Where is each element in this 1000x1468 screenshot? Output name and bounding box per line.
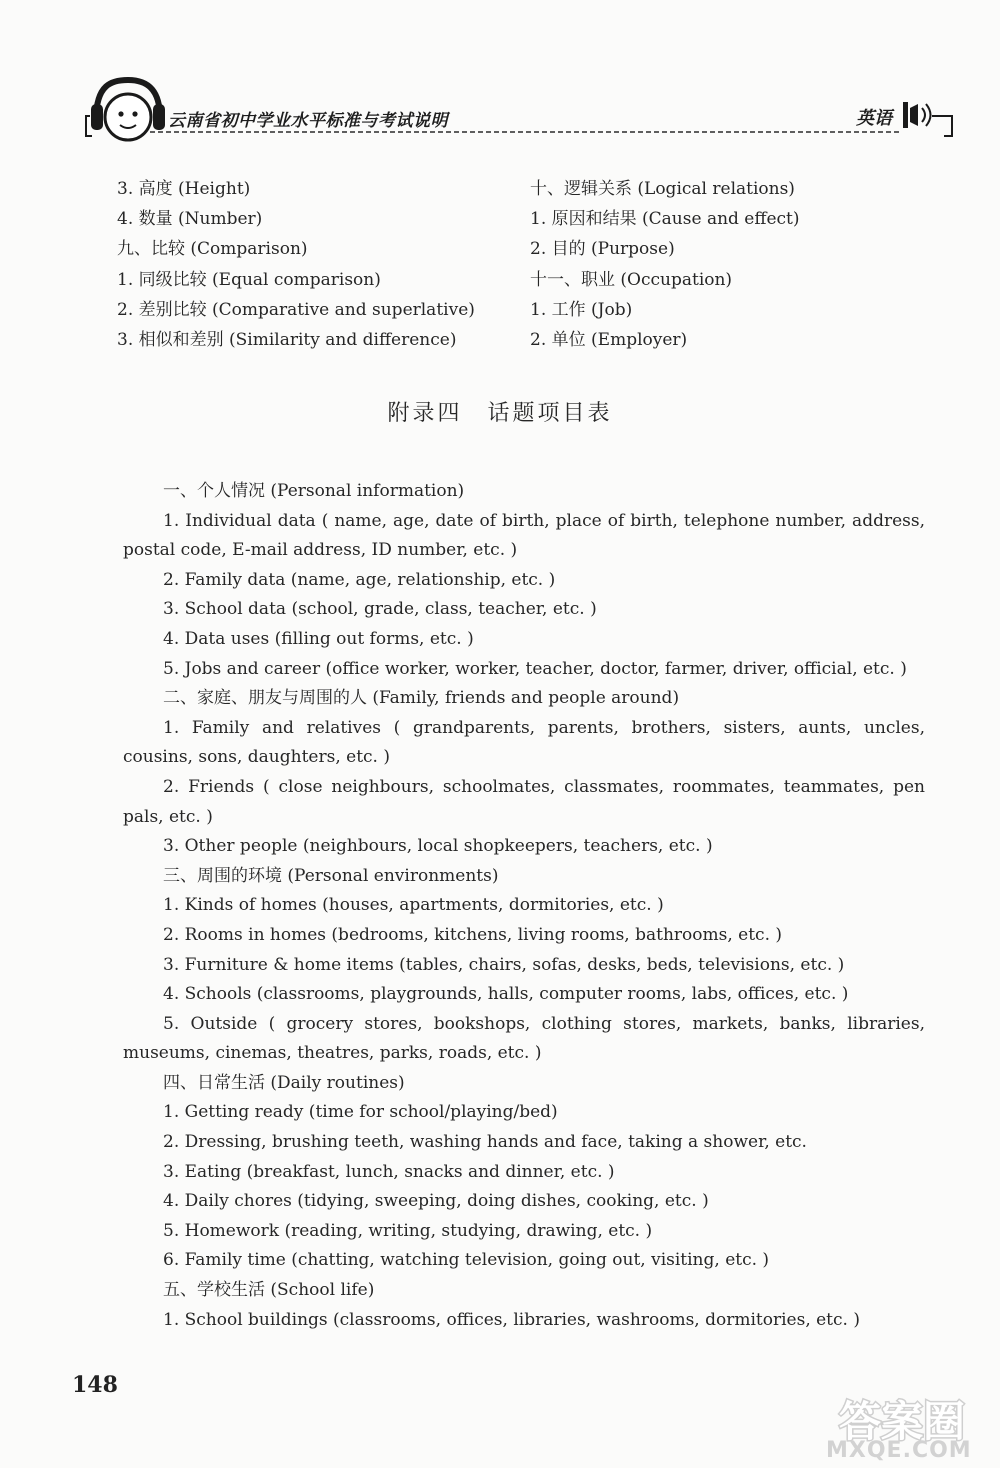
topic-item: 3. Furniture & home items (tables, chairs, sofas, desks, beds, televisions, etc. ) — [163, 954, 845, 975]
topic-item: 1. School buildings (classrooms, offices, libraries, washrooms, dormitories, etc. ) — [163, 1309, 860, 1330]
topic-item: 5. Outside ( grocery stores, bookshops, clothing stores, markets, banks, libraries, museums, cinemas, theatres, parks, roads, etc. ) — [123, 1013, 925, 1064]
header-decoration — [0, 0, 1000, 150]
list-item: 1. 工作 (Job) — [530, 299, 633, 320]
list-item: 3. 高度 (Height) — [117, 179, 251, 199]
watermark-text: 答案圈 — [838, 1397, 966, 1446]
list-item: 2. 差别比较 (Comparative and superlative) — [117, 299, 475, 320]
topic-item: 2. Rooms in homes (bedrooms, kitchens, living rooms, bathrooms, etc. ) — [163, 924, 783, 945]
list-item: 九、比较 (Comparison) — [117, 239, 308, 260]
list-item: 十一、职业 (Occupation) — [530, 269, 733, 290]
list-item: 3. 相似和差别 (Similarity and difference) — [117, 329, 457, 350]
appendix-title: 附录四 话题项目表 — [387, 401, 613, 426]
topic-item: 2. Dressing, brushing teeth, washing hands and face, taking a shower, etc. — [163, 1132, 807, 1153]
topic-heading: 四、日常生活 (Daily routines) — [163, 1072, 405, 1093]
watermark-url: MXQE.COM — [826, 1438, 972, 1463]
speaker-icon — [903, 102, 931, 128]
topic-item: 4. Schools (classrooms, playgrounds, halls, computer rooms, labs, offices, etc. ) — [163, 984, 849, 1005]
topic-item: 5. Homework (reading, writing, studying, drawing, etc. ) — [163, 1220, 653, 1241]
left-column-list — [117, 174, 537, 355]
list-item: 4. 数量 (Number) — [117, 209, 263, 230]
topic-heading: 一、个人情况 (Personal information) — [163, 481, 465, 501]
running-header — [0, 0, 1000, 150]
topic-item: 3. Other people (neighbours, local shopkeepers, teachers, etc. ) — [163, 836, 713, 857]
topic-list — [123, 477, 925, 1335]
list-item: 1. 原因和结果 (Cause and effect) — [530, 209, 800, 230]
topic-item: 3. School data (school, grade, class, teacher, etc. ) — [163, 599, 597, 620]
list-item: 2. 单位 (Employer) — [530, 329, 688, 350]
topic-item: 6. Family time (chatting, watching television, going out, visiting, etc. ) — [163, 1250, 770, 1271]
topic-item: 1. Individual data ( name, age, date of birth, place of birth, telephone number, address, postal code, E-mail address, ID number, etc. ) — [123, 510, 925, 561]
headphone-mascot-icon — [91, 80, 165, 140]
topic-item: 1. Getting ready (time for school/playing/bed) — [163, 1102, 558, 1123]
right-column-list — [530, 174, 950, 355]
topic-item: 2. Family data (name, age, relationship, etc. ) — [163, 569, 556, 590]
topic-heading: 二、家庭、朋友与周围的人 (Family, friends and people around) — [163, 688, 680, 709]
topic-item: 4. Daily chores (tidying, sweeping, doing dishes, cooking, etc. ) — [163, 1191, 709, 1212]
list-item: 1. 同级比较 (Equal comparison) — [117, 269, 381, 290]
topic-item: 5. Jobs and career (office worker, worker, teacher, doctor, farmer, driver, official, etc. ) — [163, 658, 907, 679]
list-item: 十、逻辑关系 (Logical relations) — [530, 179, 795, 199]
topic-item: 1. Kinds of homes (houses, apartments, dormitories, etc. ) — [163, 895, 664, 916]
book-title: 云南省初中学业水平标准与考试说明 — [168, 111, 448, 131]
topic-item: 1. Family and relatives ( grandparents, parents, brothers, sisters, aunts, uncles, cousins, sons, daughters, etc. ) — [123, 717, 925, 768]
topic-item: 3. Eating (breakfast, lunch, snacks and dinner, etc. ) — [163, 1161, 615, 1182]
page-number: 148 — [72, 1372, 118, 1398]
list-item: 2. 目的 (Purpose) — [530, 239, 675, 260]
topic-heading: 三、周围的环境 (Personal environments) — [163, 865, 499, 886]
topic-heading: 五、学校生活 (School life) — [163, 1280, 375, 1301]
topic-item: 2. Friends ( close neighbours, schoolmates, classmates, roommates, teammates, pen pals, etc. ) — [123, 776, 925, 827]
topic-item: 4. Data uses (filling out forms, etc. ) — [163, 628, 474, 649]
subject-label: 英语 — [856, 108, 892, 129]
